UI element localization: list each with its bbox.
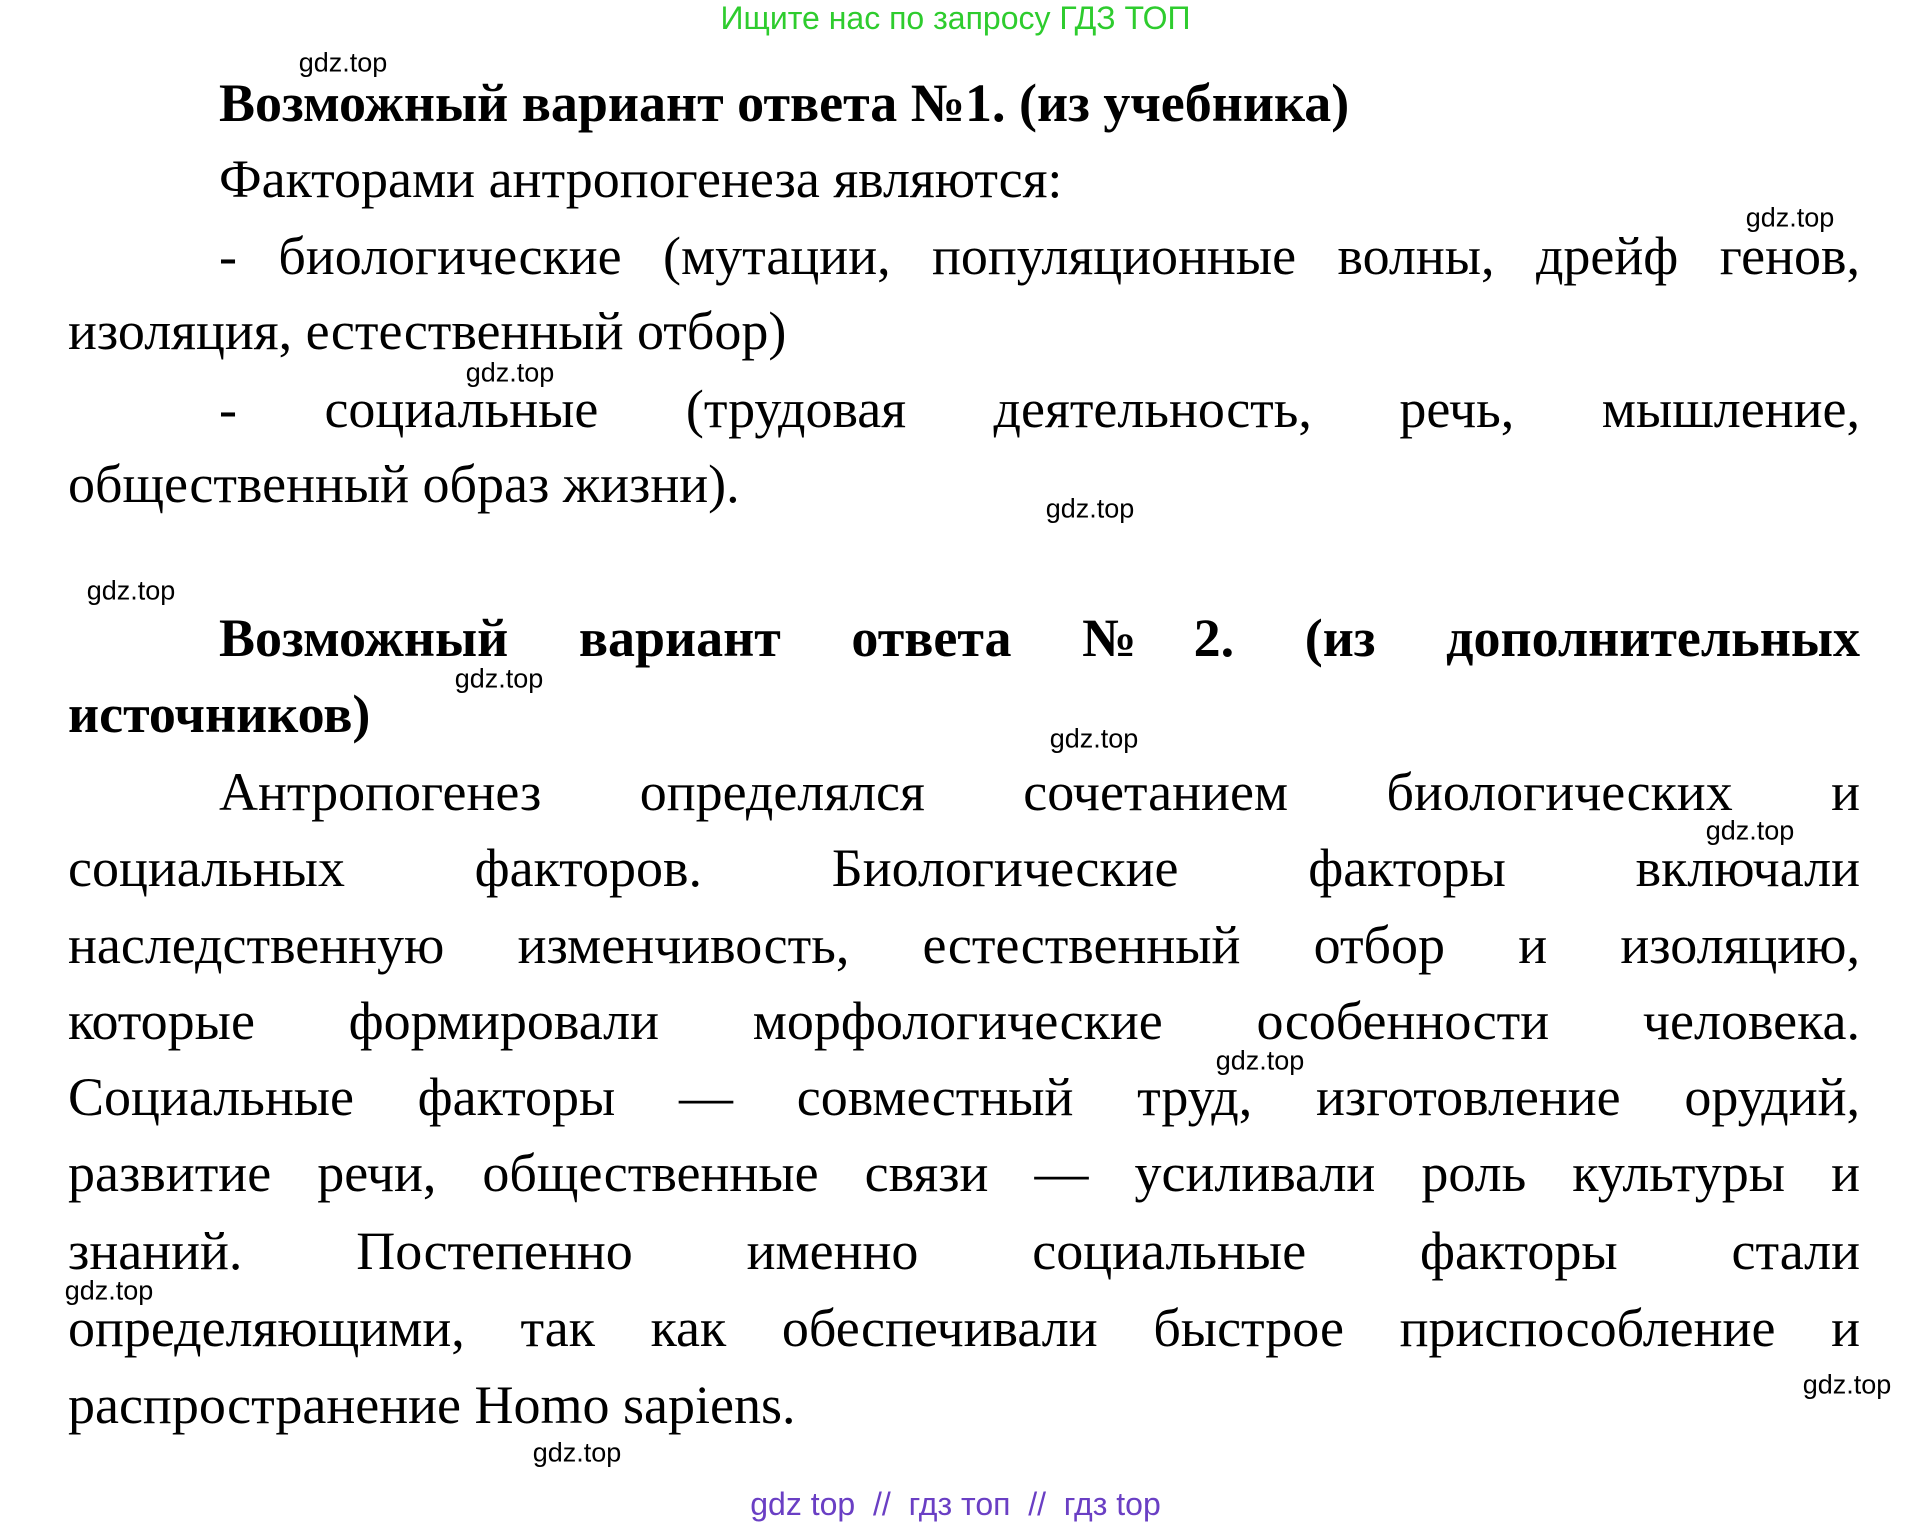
watermark: gdz.top (1802, 1369, 1892, 1400)
watermark: gdz.top (532, 1437, 622, 1468)
watermark: gdz.top (1705, 815, 1795, 846)
watermark: gdz.top (465, 357, 555, 388)
watermark: gdz.top (1215, 1045, 1305, 1076)
answer2-line: развитие речи, общественные связи — усиливали роль культуры и (68, 1143, 1860, 1203)
watermark: gdz.top (64, 1275, 154, 1306)
answer2-line: наследственную изменчивость, естественный отбор и изоляцию, (68, 915, 1860, 975)
answer2-line: Антропогенез определялся сочетанием биологических и (219, 762, 1860, 822)
answer2-line: социальных факторов. Биологические факторы включали (68, 838, 1860, 898)
watermark: gdz.top (298, 47, 388, 78)
answer1-line: - биологические (мутации, популяционные волны, дрейф генов, (219, 226, 1860, 286)
answer2-line: определяющими, так как обеспечивали быстрое приспособление и (68, 1298, 1860, 1358)
watermark: gdz.top (1045, 493, 1135, 524)
answer2-title: Возможный вариант ответа №2. (из дополнительных (219, 608, 1860, 668)
answer2-line: Социальные факторы — совместный труд, изготовление орудий, (68, 1067, 1860, 1127)
answer2-title-cont: источников) (68, 684, 371, 744)
watermark: gdz.top (86, 575, 176, 606)
answer1-line: общественный образ жизни). (68, 454, 740, 514)
promo-banner: Ищите нас по запросу ГДЗ ТОП (720, 0, 1191, 36)
answer2-line: распространение Homo sapiens. (68, 1375, 796, 1435)
answer2-line: которые формировали морфологические особенности человека. (68, 991, 1860, 1051)
answer1-line: Факторами антропогенеза являются: (219, 149, 1063, 209)
answer1-line: - социальные (трудовая деятельность, речь, мышление, (219, 379, 1860, 439)
watermark: gdz.top (454, 663, 544, 694)
answer2-line: знаний. Постепенно именно социальные факторы стали (68, 1221, 1860, 1281)
answer1-line: изоляция, естественный отбор) (68, 301, 787, 361)
watermark: gdz.top (1745, 202, 1835, 233)
watermark: gdz.top (1049, 723, 1139, 754)
answer1-title: Возможный вариант ответа №1. (из учебника) (219, 73, 1350, 133)
footer-links[interactable]: gdz top // гдз топ // гдз top (750, 1486, 1161, 1522)
